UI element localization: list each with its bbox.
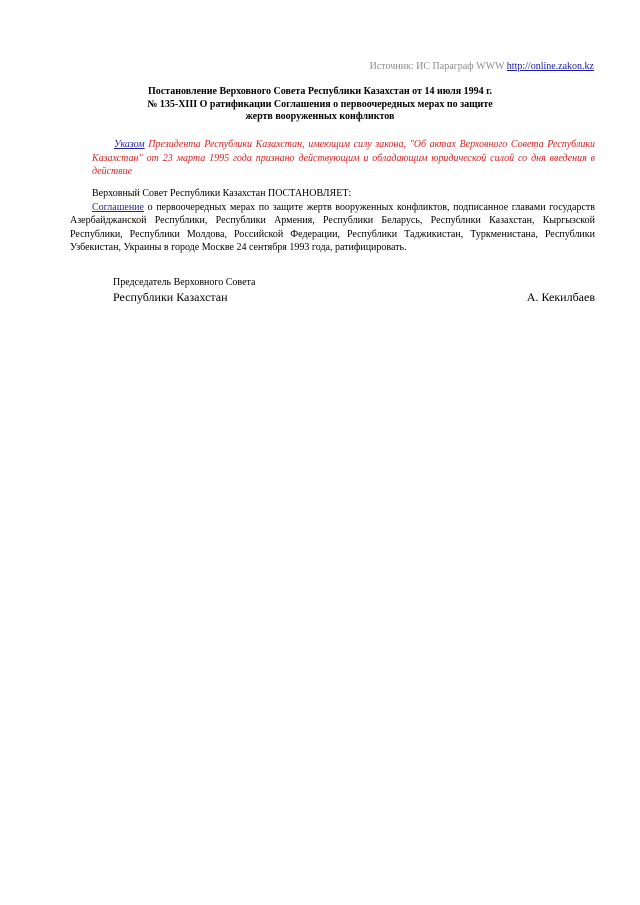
resolution-body: [70, 187, 595, 255]
signature-title: Председатель Верховного Совета: [113, 277, 256, 288]
signature-organization: Республики Казахстан: [113, 290, 228, 304]
signature-name: А. Кекилбаев: [526, 290, 595, 304]
note-text: Президента Республики Казахстан, имеющим силу закона, "Об актах Верховного Совета Республики Казахстан" от 23 марта 1995 года признано действующим и обладающим юридической силой со дня введения в действие: [92, 139, 595, 177]
resolution-lead: Верховный Совет Республики Казахстан ПОСТАНОВЛЯЕТ:: [92, 188, 352, 199]
document-title: [60, 86, 580, 124]
editorial-note: [92, 138, 595, 179]
agreement-link[interactable]: Соглашение: [92, 201, 144, 213]
resolution-text: о первоочередных мерах по защите жертв вооруженных конфликтов, подписанное главами государств Азербайджанской Республики, Республики Армения, Республики Беларусь, Республики Казахстан, Кыргызской Республики, Республики Молдова, Российской Федерации, Республики Таджикистан, Туркменистана, Республики Узбекистан, Украины в городе Москве 24 сентября 1993 года, ратифицировать.: [70, 201, 595, 253]
source-prefix: Источник: ИС Параграф WWW: [369, 61, 505, 72]
source-link[interactable]: http://online.zakon.kz: [506, 61, 594, 72]
resolution-paragraph: [70, 201, 595, 255]
title-line-3: жертв вооруженных конфликтов: [245, 111, 395, 122]
signature-block: [113, 290, 595, 305]
title-line-2: № 135-XIII О ратификации Соглашения о первоочередных мерах по защите: [147, 98, 493, 110]
source-line: [370, 61, 594, 72]
decree-link[interactable]: Указом: [114, 139, 145, 150]
title-line-1: Постановление Верховного Совета Республики Казахстан от 14 июля 1994 г.: [147, 86, 493, 97]
